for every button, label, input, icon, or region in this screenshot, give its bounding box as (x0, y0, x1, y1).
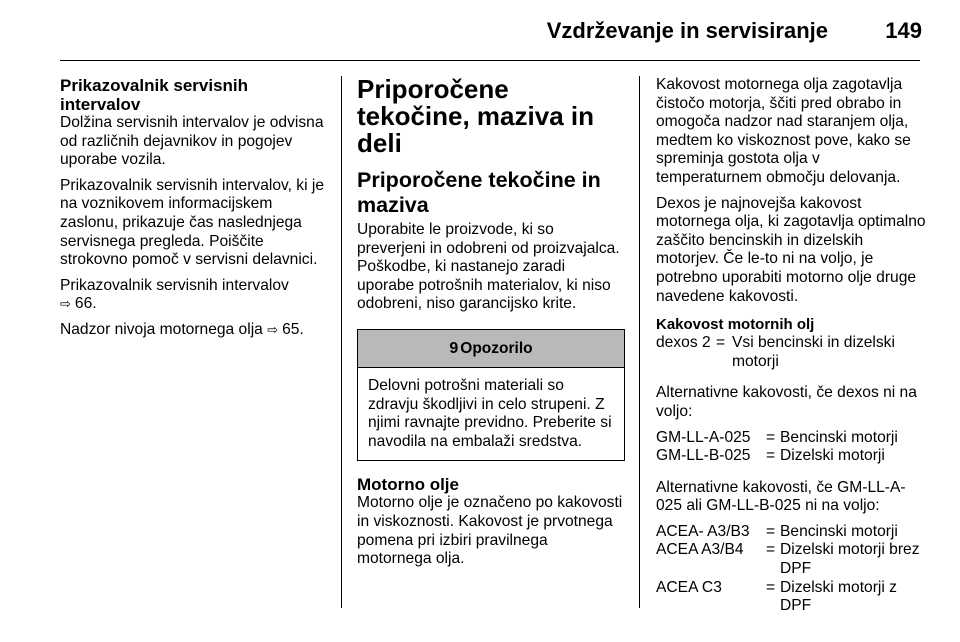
header-title: Vzdrževanje in servisiranje (546, 18, 828, 43)
fluids-intro-paragraph: Uporabite le proizvode, ki so preverjeni in odobreni od proizvajalca. Poškodbe, ki nastanejo zaradi uporabe potrošnih materialov, ki niso odobreni, niso garancijsko krite. (357, 221, 620, 313)
acea-spec-list (656, 523, 926, 616)
spec-equals: = (766, 522, 776, 540)
dexos-paragraph: Dexos je najnovejša kakovost motornega olja, ki zagotavlja optimalno zaščito bencinskih in dizelskih motorjev. Če le-to ni na voljo, je potrebno uporabiti motorno olje druge navedene kakovosti. (656, 194, 926, 305)
spec-equals: = (766, 578, 776, 596)
spec-equals: = (766, 447, 776, 465)
page-number: 149 (885, 18, 922, 43)
warning-icon: 9 (449, 339, 459, 357)
spec-value: Bencinski motorji (780, 428, 898, 446)
service-interval-paragraph-2: Prikazovalnik servisnih intervalov, ki je na voznikovem informacijskem zaslonu, prikazuje čas naslednjega servisnega pregleda. Poiščite strokovno pomoč v servisni delavnici. (60, 176, 325, 269)
alternative-quality-note-2: Alternativne kakovosti, če GM-LL-A-025 ali GM-LL-B-025 ni na voljo: (656, 478, 906, 515)
spec-key: GM-LL-A-025 (656, 428, 751, 446)
warning-text: Delovni potrošni materiali so zdravju škodljivi in celo strupeni. Z njimi ravnajte previdno. Preberite si navodila na embalaži sredstva. (368, 376, 612, 450)
oil-quality-heading: Kakovost motornih olj (656, 316, 815, 334)
alternative-quality-note-1: Alternativne kakovosti, če dexos ni na voljo: (656, 384, 917, 420)
engine-oil-paragraph: Motorno olje je označeno po kakovosti in viskoznosti. Kakovost je prvotnega pomena pri izbiri pravilnega motornega olja. (357, 494, 623, 568)
spec-key: ACEA C3 (656, 578, 722, 596)
spec-equals: = (766, 428, 776, 446)
dexos-spec-list (656, 334, 926, 371)
column-1 (60, 76, 325, 347)
oil-quality-paragraph: Kakovost motornega olja zagotavlja čistočo motorja, ščiti pred obrabo in omogoča nadzor nad staranjem olja, medtem ko viskoznost pove, kako se spreminja gostota olja v temperaturnem območju delovanja. (656, 76, 911, 186)
spec-value: Dizelski motorji z DPF (780, 578, 897, 615)
column-divider-1 (341, 76, 342, 608)
spec-key: GM-LL-B-025 (656, 447, 751, 465)
spec-value: Dizelski motorji (780, 447, 885, 465)
column-divider-2 (639, 76, 640, 608)
warning-title: Opozorilo (460, 339, 533, 357)
oil-level-reference (60, 321, 325, 340)
spec-value: Vsi bencinski in dizelski motorji (732, 334, 895, 370)
column-3 (656, 76, 926, 629)
reference-text: Prikazovalnik servisnih intervalov (60, 276, 289, 294)
page-reference-link[interactable]: ⇨ 65. (267, 321, 304, 338)
spec-key: ACEA A3/B4 (656, 541, 744, 559)
service-interval-paragraph-1: Dolžina servisnih intervalov je odvisna od različnih dejavnikov in pogojev uporabe vozila. (60, 114, 324, 169)
spec-value: Bencinski motorji (780, 522, 898, 540)
spec-key: dexos 2 (656, 334, 711, 352)
engine-oil-heading: Motorno olje (357, 475, 459, 495)
spec-value: Dizelski motorji brez DPF (780, 541, 920, 578)
warning-header (358, 330, 624, 368)
header-divider (60, 60, 920, 61)
service-interval-heading: Prikazovalnik servisnih intervalov (60, 76, 249, 114)
page-header (0, 0, 960, 60)
service-interval-reference (60, 277, 325, 314)
warning-box (357, 329, 625, 461)
gm-spec-list (656, 429, 926, 466)
spec-equals: = (766, 541, 776, 559)
column-2 (357, 76, 625, 576)
reference-text: Nadzor nivoja motornega olja (60, 320, 263, 338)
section-title: Priporočene tekočine, maziva in deli (357, 74, 594, 158)
subsection-title: Priporočene tekočine in maziva (357, 168, 601, 217)
spec-key: ACEA- A3/B3 (656, 522, 750, 540)
spec-equals: = (716, 334, 726, 352)
page-reference-link[interactable]: ⇨ 66. (60, 295, 97, 312)
